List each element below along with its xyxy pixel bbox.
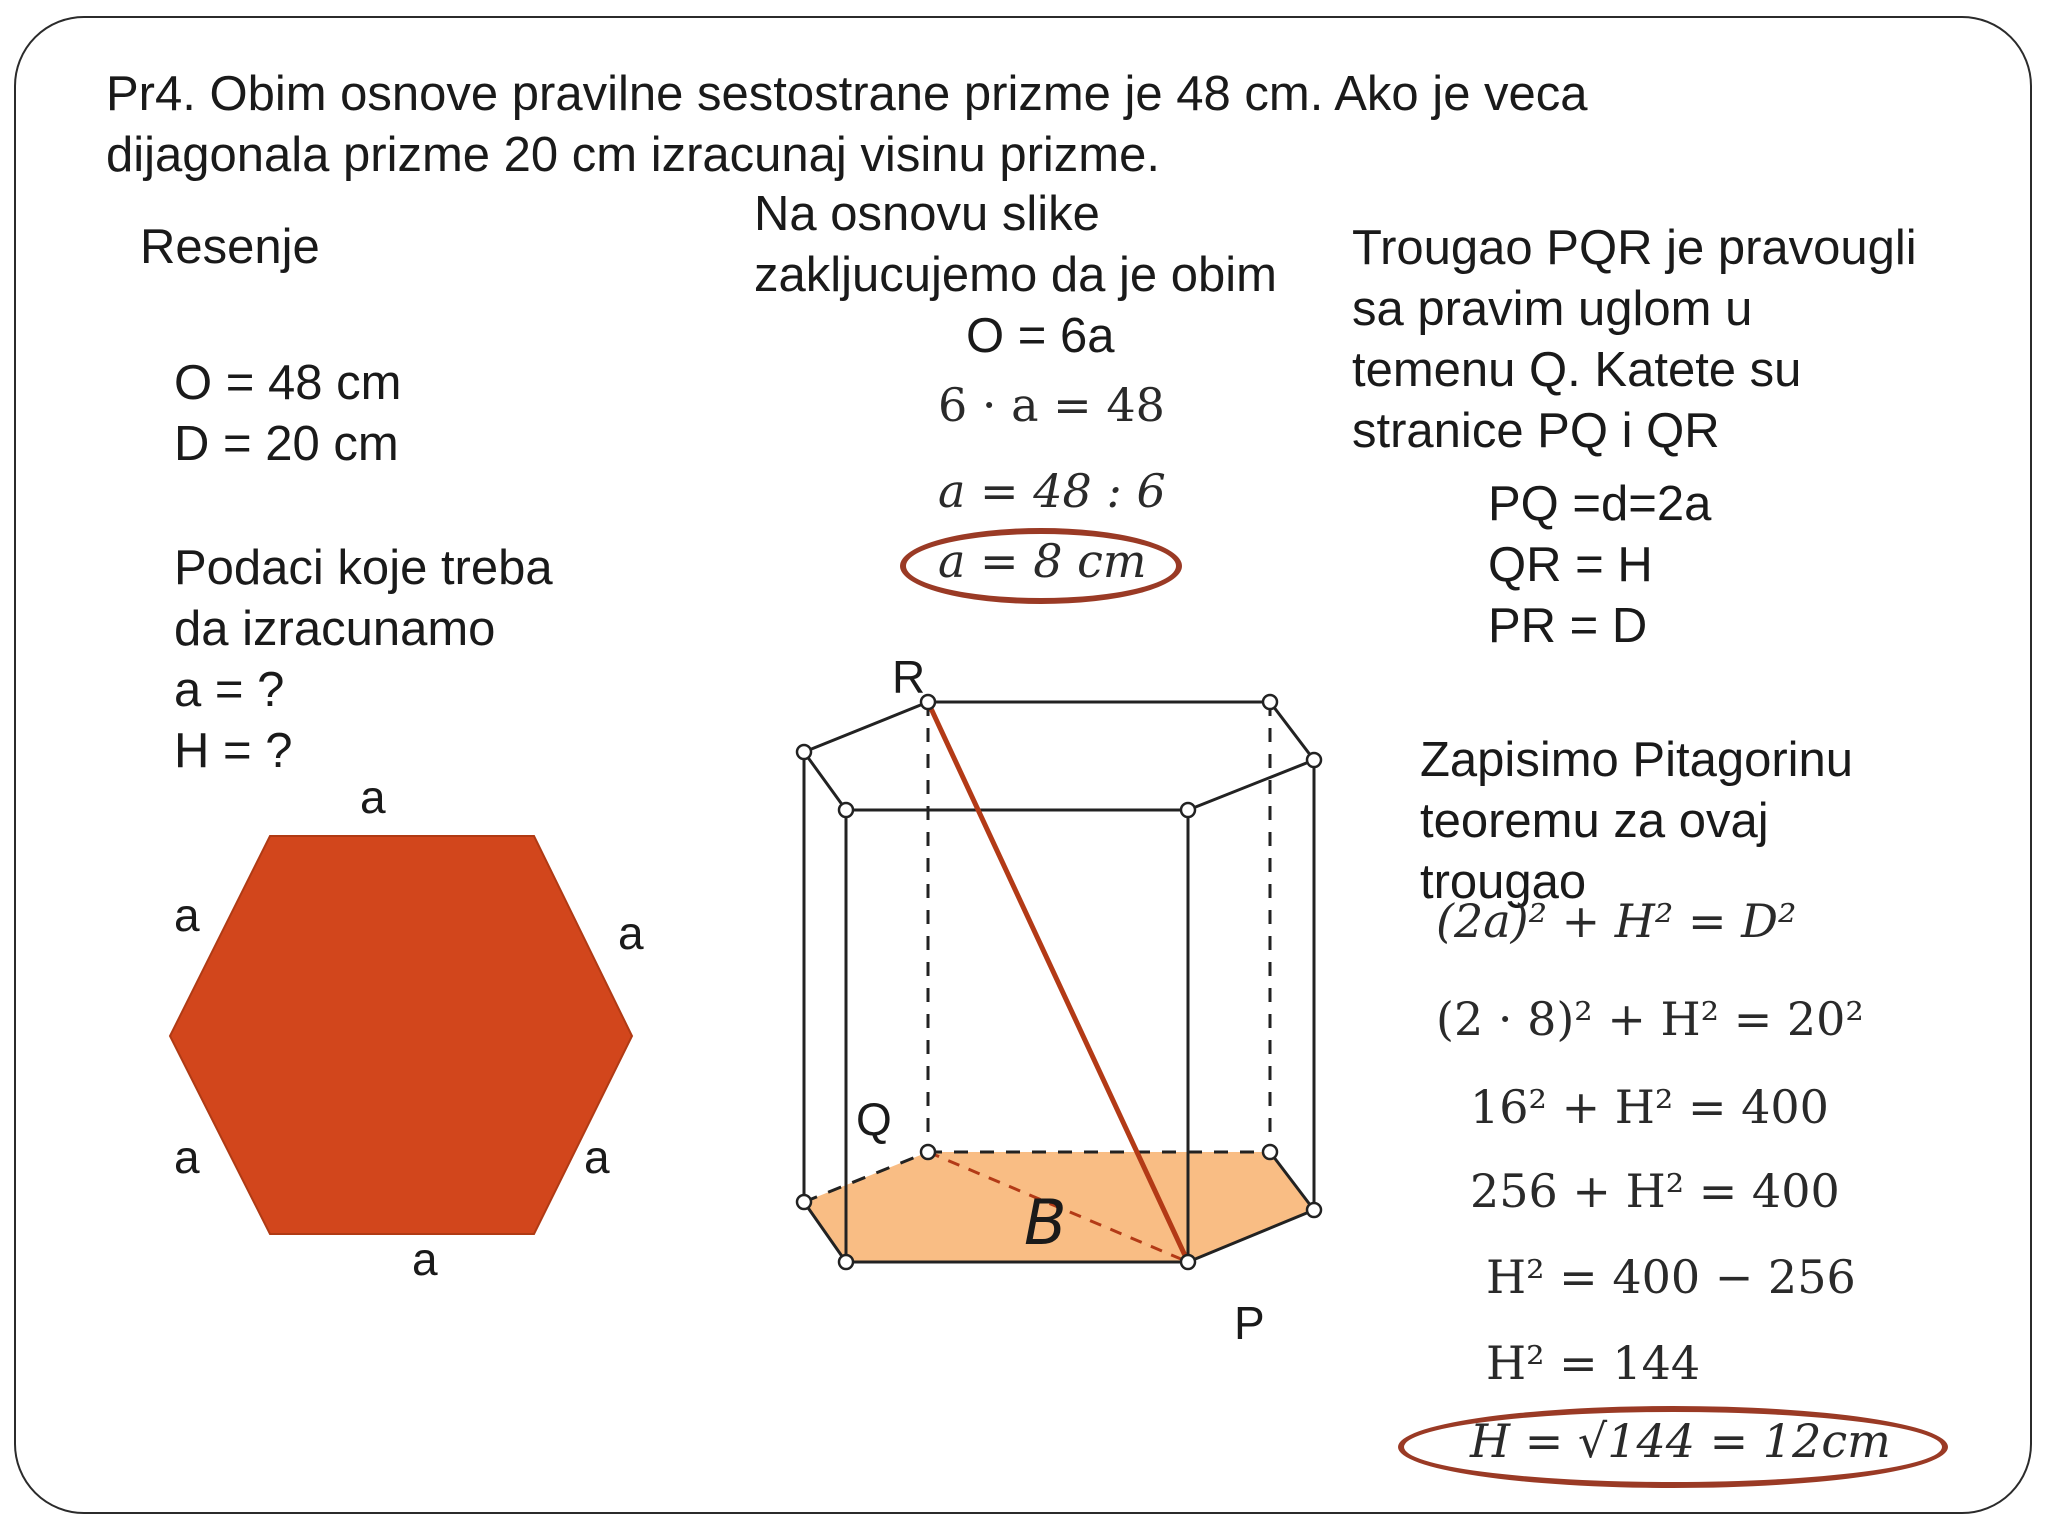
find-heading-line1: Podaci koje treba (174, 541, 553, 595)
unknown-h: H = ? (174, 724, 293, 778)
hexagon-base-shape (170, 836, 632, 1234)
prism-base-label-b: B (1024, 1186, 1067, 1259)
equation-3: 16² + H² = 400 (1470, 1080, 1829, 1134)
equation-2: (2 · 8)² + H² = 20² (1436, 992, 1864, 1046)
equation-4: 256 + H² = 400 (1470, 1164, 1840, 1218)
given-diagonal: D = 20 cm (174, 417, 399, 471)
hexagon-label-lower-right: a (584, 1131, 610, 1183)
pythagoras-heading-line3: trougao (1420, 855, 1587, 909)
hexagon-label-upper-right: a (618, 907, 644, 959)
prism-label-q: Q (856, 1093, 892, 1145)
pythagoras-heading-line2: teoremu za ovaj (1420, 794, 1769, 848)
middle-intro-line1: Na osnovu slike (754, 187, 1100, 241)
pythagoras-heading-line1: Zapisimo Pitagorinu (1420, 733, 1854, 787)
prism-label-p: P (1234, 1297, 1265, 1349)
relation-qr: QR = H (1488, 538, 1653, 592)
triangle-desc-line3: temenu Q. Katete su (1352, 343, 1802, 397)
middle-intro-line2: zakljucujemo da je obim (754, 248, 1277, 302)
given-perimeter: O = 48 cm (174, 356, 402, 410)
hexagon-label-bottom: a (412, 1233, 438, 1285)
prism-label-r: R (892, 651, 926, 703)
hexagon-label-upper-left: a (174, 889, 200, 941)
perimeter-formula: O = 6a (966, 309, 1115, 363)
hexagonal-prism-figure (797, 695, 1321, 1269)
find-heading-line2: da izracunamo (174, 602, 496, 656)
hexagon-label-top: a (360, 771, 386, 823)
equation-5: H² = 400 − 256 (1486, 1250, 1856, 1304)
relation-pr: PR = D (1488, 599, 1648, 653)
height-result: H = √144 = 12cm (1470, 1414, 1891, 1468)
triangle-desc-line4: stranice PQ i QR (1352, 404, 1720, 458)
solution-heading: Resenje (140, 220, 320, 274)
side-result-highlight (900, 528, 1182, 604)
equation-1: (2a)² + H² = D² (1436, 894, 1797, 948)
problem-text-line1: Pr4. Obim osnove pravilne sestostrane prizme je 48 cm. Ako je veca (106, 67, 1588, 121)
problem-text-line2: dijagonala prizme 20 cm izracunaj visinu prizme. (106, 128, 1160, 182)
step-equation-2: a = 48 : 6 (938, 464, 1166, 518)
side-result: a = 8 cm (938, 534, 1147, 588)
hexagon-label-lower-left: a (174, 1131, 200, 1183)
step-equation-1: 6 · a = 48 (938, 378, 1165, 432)
unknown-a: a = ? (174, 663, 285, 717)
triangle-desc-line2: sa pravim uglom u (1352, 282, 1753, 336)
height-result-highlight (1398, 1406, 1948, 1488)
triangle-desc-line1: Trougao PQR je pravougli (1352, 221, 1917, 275)
equation-6: H² = 144 (1486, 1336, 1701, 1390)
relation-pq: PQ =d=2a (1488, 477, 1712, 531)
